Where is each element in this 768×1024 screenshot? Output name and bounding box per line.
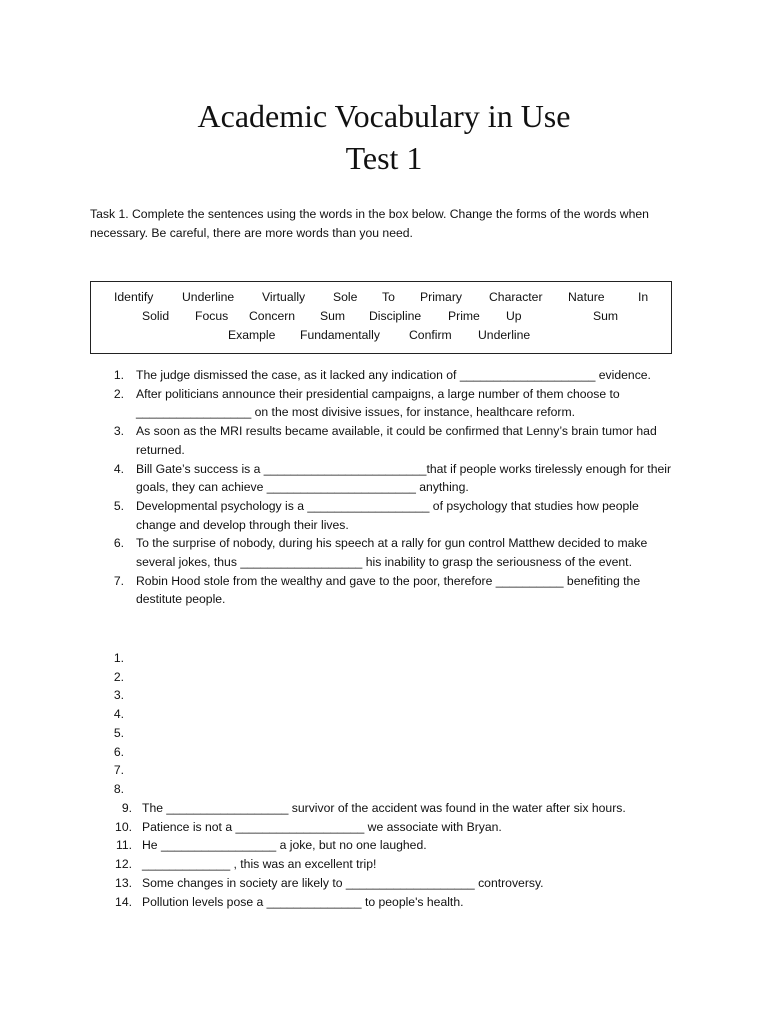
word-box-word: Sum [593,309,619,323]
word-box-word: Solid [142,309,170,323]
list-item-number: 14. [115,894,132,909]
word-box-word: To [382,290,395,304]
list-item-text: The __________________ survivor of the accident was found in the water after six hours. [142,801,626,815]
word-box [90,281,672,354]
list-item-number: 4. [113,707,124,722]
word-box-word: Sole [333,290,358,304]
word-box-word: Underline [182,290,235,304]
word-box-word: Concern [249,309,296,323]
list-item-number: 10. [115,819,132,834]
list-item-number: 6. [113,744,124,759]
list-item-text: Some changes in society are likely to ___________________ controversy. [142,875,544,890]
list-item-number: 6. [113,536,124,551]
word-box-word: Fundamentally [300,328,380,342]
list-item-number: 5. [113,498,124,513]
list-item-text: To the surprise of nobody, during his speech at a rally for gun control Matthew decided to make several jokes, thus __________________ his inability to grasp the seriousness of the event. [136,536,648,569]
list-item-number: 12. [115,857,132,872]
list-item-text: Bill Gate’s success is a ________________________that if people works tirelessly enough for their goals, they can achieve ______________________ anything. [136,461,672,495]
list-item-text: Patience is not a ___________________ we associate with Bryan. [142,819,502,834]
list-item-number: 9. [121,801,132,815]
word-box-word: Identify [114,290,154,304]
list-item-text: After politicians announce their presidential campaigns, a large number of them choose to _________________ on the most divisive issues, for instance, healthcare reform. [136,386,620,420]
word-box-word: Confirm [409,328,452,342]
list-item-number: 11. [115,838,132,853]
word-box-word: Sum [320,309,346,323]
list-item-number: 1. [113,368,124,382]
word-box-word: Virtually [262,290,306,304]
task-instructions: Task 1. Complete the sentences using the words in the box below. Change the forms of the words when necessary. Be careful, there are more words than you need. [90,207,649,240]
word-box-word: Nature [568,290,605,304]
list-item-text: Robin Hood stole from the wealthy and gave to the poor, therefore __________ benefiting the destitute people. [136,573,641,607]
word-box-word: Underline [478,328,531,342]
word-box-word: Discipline [369,309,422,323]
list-item-number: 7. [113,573,124,588]
word-box-word: Focus [195,309,229,323]
word-box-word: Character [489,290,543,304]
page-title: Academic Vocabulary in Use [197,98,571,134]
list-item-number: 2. [113,386,124,401]
list-item-number: 7. [113,763,124,778]
list-item-number: 5. [113,725,124,740]
page-subtitle: Test 1 [345,140,423,176]
list-item-number: 4. [113,461,124,476]
word-box-word: Example [228,328,276,342]
word-box-word: In [638,290,649,304]
list-item-number: 8. [113,781,124,796]
list-item-text: Developmental psychology is a __________________ of psychology that studies how people change and develop through their lives. [136,498,639,532]
list-item-text: As soon as the MRI results became available, it could be confirmed that Lenny’s brain tumor had returned. [136,424,657,457]
word-box-word: Up [506,309,522,323]
word-box-word: Primary [420,290,462,304]
list-item-text: The judge dismissed the case, as it lacked any indication of ____________________ evidence. [136,368,651,382]
list-item-text: Pollution levels pose a ______________ to people's health. [142,894,464,909]
list-item-text: He _________________ a joke, but no one laughed. [142,838,427,853]
list-item-number: 13. [115,875,132,890]
list-item-number: 3. [113,424,124,439]
list-item-number: 3. [113,688,124,703]
list-item-number: 2. [113,669,124,684]
list-item-number: 1. [113,651,124,665]
word-box-word: Prime [448,309,480,323]
list-item-text: _____________ , this was an excellent trip! [142,857,377,872]
